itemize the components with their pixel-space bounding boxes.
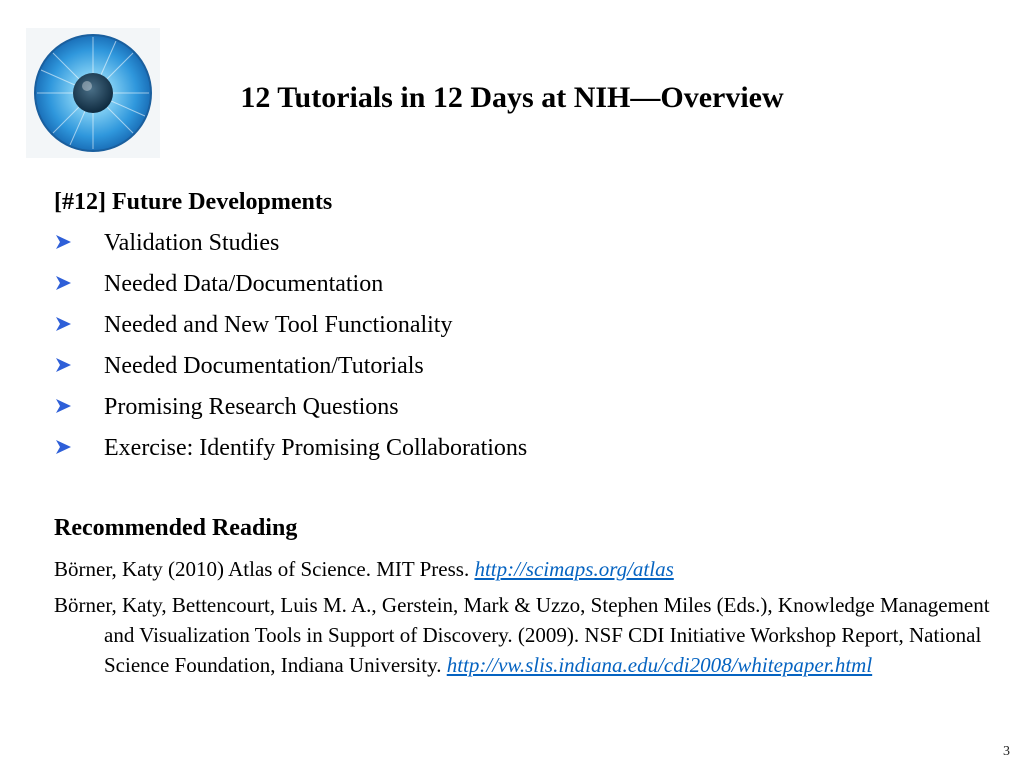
list-item xyxy=(54,269,527,310)
list-item xyxy=(54,351,527,392)
slide-title: 12 Tutorials in 12 Days at NIH—Overview xyxy=(240,81,784,114)
list-item-label: Needed and New Tool Functionality xyxy=(104,312,453,338)
arrow-bullet-icon xyxy=(54,314,74,334)
logo xyxy=(26,28,160,158)
reference-item xyxy=(54,554,994,584)
list-item xyxy=(54,228,527,269)
arrow-bullet-icon xyxy=(54,355,74,375)
reference-link[interactable]: http://scimaps.org/atlas xyxy=(474,557,674,581)
reference-list xyxy=(54,554,994,686)
list-item-label: Exercise: Identify Promising Collaborations xyxy=(104,435,528,461)
reference-item xyxy=(54,590,994,680)
list-item xyxy=(54,392,527,433)
list-item-label: Needed Data/Documentation xyxy=(104,271,384,297)
section-heading: [#12] Future Developments xyxy=(54,189,333,215)
reference-link[interactable]: http://vw.slis.indiana.edu/cdi2008/whitepaper.html xyxy=(446,653,873,677)
list-item-label: Validation Studies xyxy=(104,230,280,256)
arrow-bullet-icon xyxy=(54,437,74,457)
blue-eye-iris-icon xyxy=(26,28,160,158)
list-item xyxy=(54,433,527,474)
list-item-label: Needed Documentation/Tutorials xyxy=(104,353,424,379)
reference-text: Börner, Katy (2010) Atlas of Science. MIT Press. xyxy=(54,557,475,581)
reading-heading: Recommended Reading xyxy=(54,515,298,541)
list-item-label: Promising Research Questions xyxy=(104,394,399,420)
arrow-bullet-icon xyxy=(54,232,74,252)
arrow-bullet-icon xyxy=(54,396,74,416)
arrow-bullet-icon xyxy=(54,273,74,293)
bullet-list xyxy=(54,228,527,474)
reference-text: Börner, Katy, Bettencourt, Luis M. A., Gerstein, Mark & Uzzo, Stephen Miles (Eds.), Knowledge Management and Visualization Tools in Support of Discovery. (2009). NSF CDI Initiative Workshop Report, National Science Foundation, Indiana University. xyxy=(54,593,990,677)
list-item xyxy=(54,310,527,351)
page-number: 3 xyxy=(1003,744,1010,759)
